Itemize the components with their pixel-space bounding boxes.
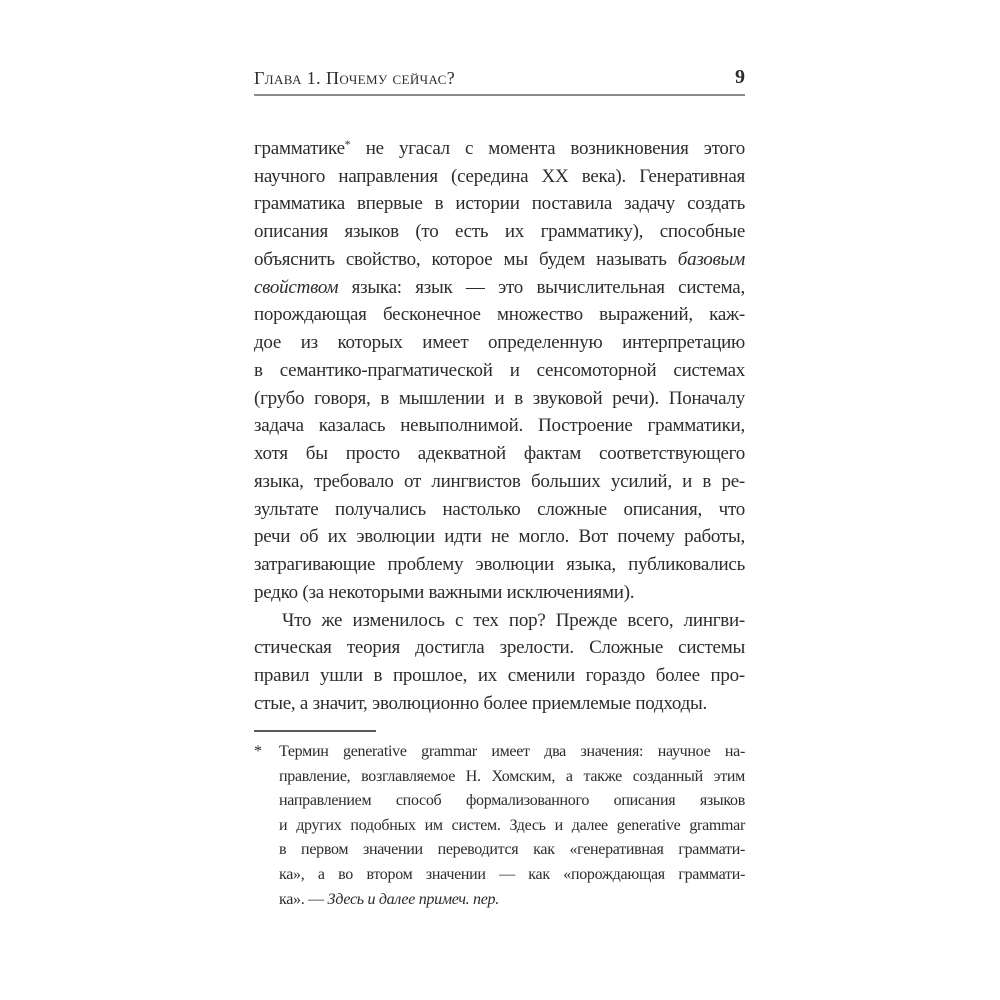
text-line: редко (за некоторыми важными исключениями).	[254, 581, 635, 603]
text-line: ка», а во втором значении — как «порождающая граммати-	[279, 865, 745, 883]
paragraph-continuation	[254, 131, 745, 607]
text-line: хотя бы просто адекватной фактам соответствующего	[254, 443, 745, 465]
text-line: правление, возглавляемое Н. Хомским, а также созданный этим	[279, 767, 745, 785]
text-line: научного направления (середина XX века). Генеративная	[254, 165, 745, 187]
text-line: речи об их эволюции идти не могло. Вот почему работы,	[254, 526, 745, 548]
text-line: затрагивающие проблему эволюции языка, публиковались	[254, 554, 745, 576]
text-line: направлением способ формализованного описания языков	[279, 792, 745, 810]
text-line: (грубо говоря, в мышлении и в звуковой речи). Поначалу	[254, 387, 745, 409]
page-number: 9	[735, 66, 745, 88]
text-line: правил ушли в прошлое, их сменили гораздо более про-	[254, 665, 745, 687]
footnote-marker: *	[254, 743, 262, 760]
header-rule	[254, 94, 745, 96]
text-line: задача казалась невыполнимой. Построение грамматики,	[254, 415, 745, 437]
text-line: описания языков (то есть их грамматику), способные	[254, 221, 745, 243]
text-line: языка, требовало от лингвистов больших усилий, и в ре-	[254, 470, 745, 492]
text-line: объяснить свойство, которое мы будем называть базовым	[254, 248, 745, 270]
text-line: в семантико-прагматической и сенсомоторной системах	[254, 359, 745, 381]
text-line: грамматике* не угасал с момента возникновения этого	[254, 137, 745, 159]
running-title: Глава 1. Почему сейчас?	[254, 68, 456, 88]
text-line: стые, а значит, эволюционно более приемлемые подходы.	[254, 692, 708, 714]
paragraph-what-changed	[254, 607, 745, 718]
text-line: и других подобных им систем. Здесь и далее generative grammar	[279, 816, 745, 834]
footnote-section	[254, 730, 745, 912]
text-line: Термин generative grammar имеет два значения: научное на-	[279, 743, 745, 760]
text-line: Что же изменилось с тех пор? Прежде всего, лингви-	[282, 609, 745, 631]
body-text	[254, 131, 745, 718]
footnote-text	[279, 740, 745, 912]
text-line: порождающая бесконечное множество выражений, каж-	[254, 304, 745, 326]
running-header	[254, 66, 745, 89]
text-line: свойством языка: язык — это вычислительная система,	[254, 276, 745, 298]
text-line: ка». — Здесь и далее примеч. пер.	[279, 890, 499, 908]
text-line: грамматика впервые в истории поставила задачу создать	[254, 193, 745, 215]
text-line: стическая теория достигла зрелости. Сложные системы	[254, 637, 745, 659]
footnote-rule	[254, 730, 376, 732]
text-line: зультате получались настолько сложные описания, что	[254, 498, 745, 520]
text-line: в первом значении переводится как «генеративная граммати-	[279, 841, 745, 859]
footnote-row	[254, 740, 745, 912]
text-line: дое из которых имеет определенную интерпретацию	[254, 332, 745, 354]
